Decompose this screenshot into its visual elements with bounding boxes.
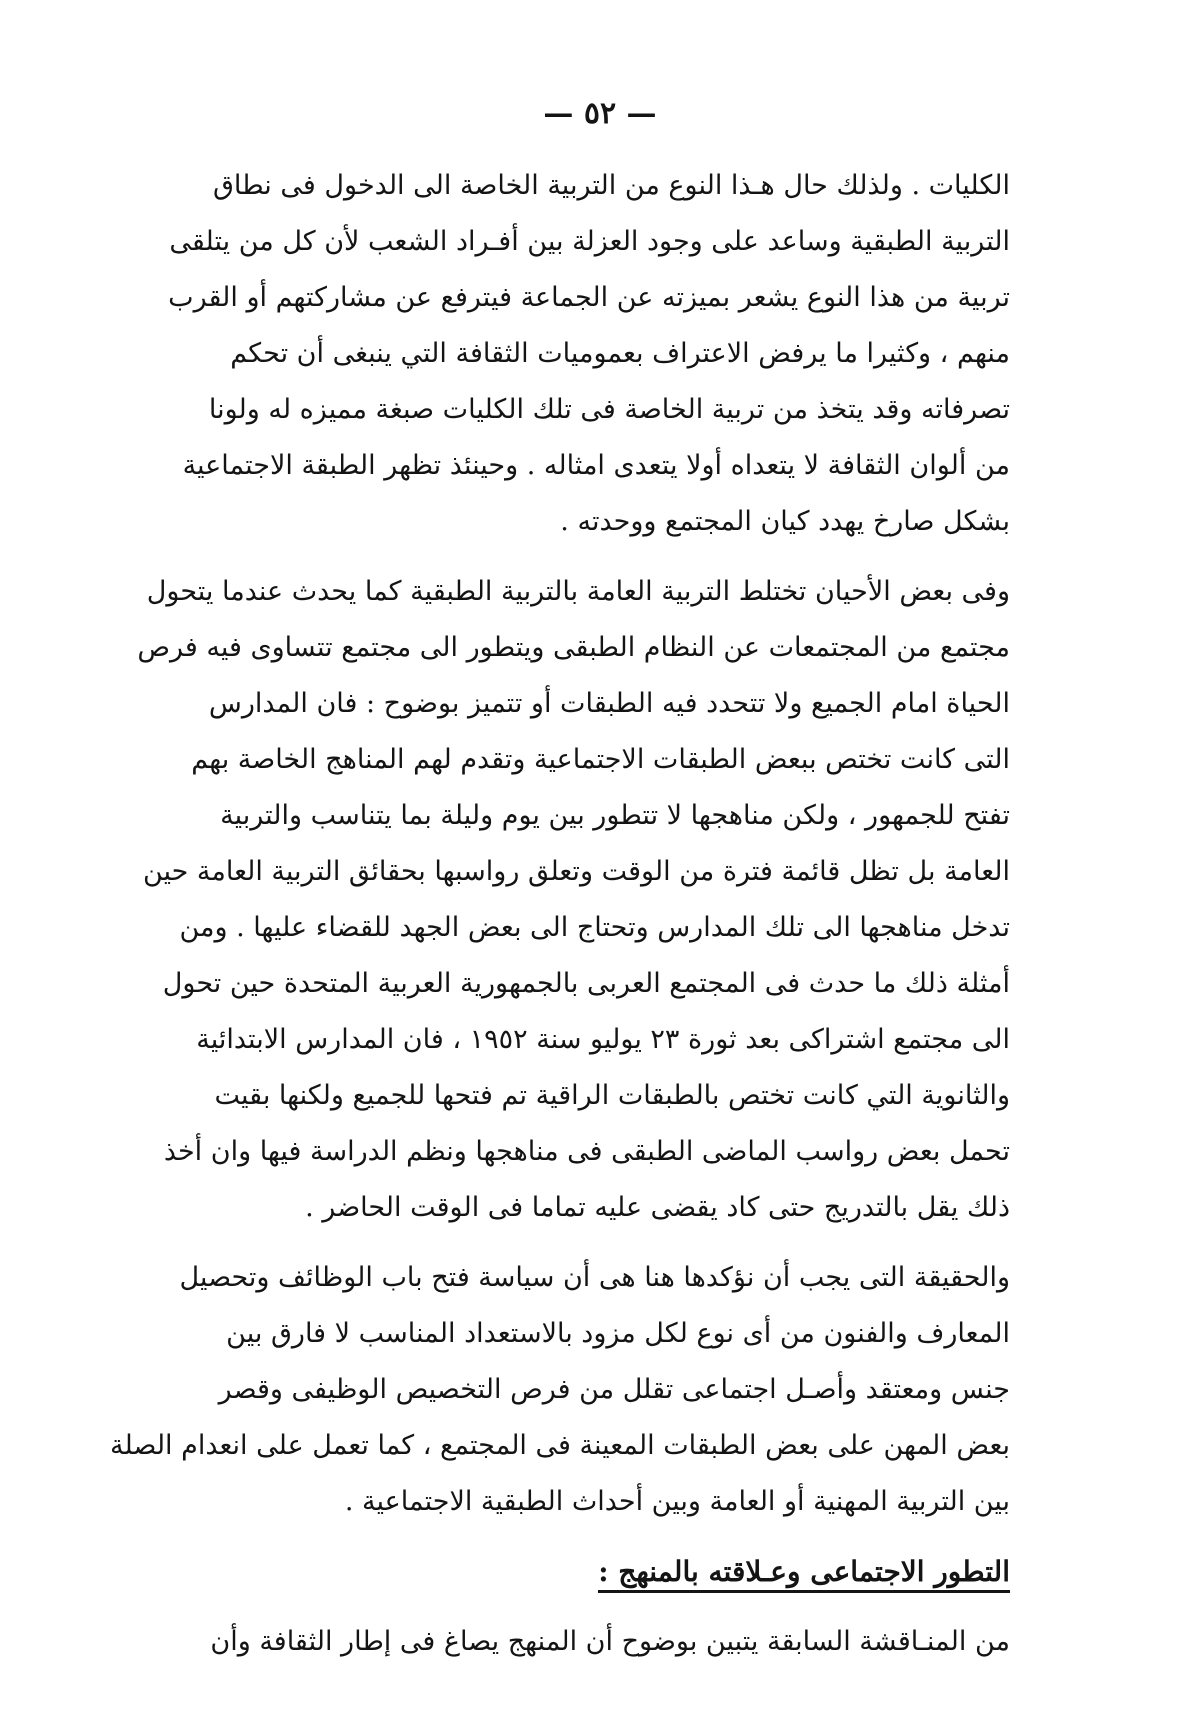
paragraph-3 (109, 1250, 1010, 1530)
text-line: والحقيقة التى يجب أن نؤكدها هنا هى أن سياسة فتح باب الوظائف وتحصيل (179, 1262, 1010, 1293)
text-line: العامة بل تظل قائمة فترة من الوقت وتعلق رواسبها بحقائق التربية العامة حين (142, 856, 1010, 887)
text-line: منهم ، وكثيرا ما يرفض الاعتراف بعموميات الثقافة التي ينبغى أن تحكم (230, 338, 1010, 369)
text-line: الحياة امام الجميع ولا تتحدد فيه الطبقات أو تتميز بوضوح : فان المدارس (208, 688, 1010, 719)
text-line: تدخل مناهجها الى تلك المدارس وتحتاج الى بعض الجهد للقضاء عليها . ومن (179, 912, 1010, 943)
page-number: — ٥٢ — (543, 96, 657, 131)
page-body (109, 158, 1010, 1684)
text-line: وفى بعض الأحيان تختلط التربية العامة بالتربية الطبقية كما يحدث عندما يتحول (146, 576, 1010, 607)
text-line: بعض المهن على بعض الطبقات المعينة فى المجتمع ، كما تعمل على انعدام الصلة (109, 1430, 1010, 1461)
paragraph-1 (168, 158, 1010, 550)
text-line: بين التربية المهنية أو العامة وبين أحداث الطبقية الاجتماعية . (344, 1486, 1010, 1517)
section-heading (200, 1544, 1010, 1600)
text-line: الكليات . ولذلك حال هـذا النوع من التربية الخاصة الى الدخول فى نطاق (212, 170, 1010, 201)
paragraph-2 (137, 564, 1010, 1236)
section-heading-text: التطور الاجتماعى وعـلاقته بالمنهج : (598, 1555, 1010, 1593)
text-line: تفتح للجمهور ، ولكن مناهجها لا تتطور بين يوم وليلة بما يتناسب والتربية (220, 800, 1010, 831)
text-line: المعارف والفنون من أى نوع لكل مزود بالاستعداد المناسب لا فارق بين (226, 1318, 1010, 1349)
text-line: من المنـاقشة السابقة يتبين بوضوح أن المنهج يصاغ فى إطار الثقافة وأن (210, 1626, 1010, 1657)
text-line: مجتمع من المجتمعات عن النظام الطبقى ويتطور الى مجتمع تتساوى فيه فرص (137, 632, 1010, 663)
text-line: الى مجتمع اشتراكى بعد ثورة ٢٣ يوليو سنة ١٩٥٢ ، فان المدارس الابتدائية (196, 1024, 1010, 1055)
text-line: تربية من هذا النوع يشعر بميزته عن الجماعة فيترفع عن مشاركتهم أو القرب (168, 282, 1010, 313)
text-line: تصرفاته وقد يتخذ من تربية الخاصة فى تلك الكليات صبغة مميزه له ولونا (208, 394, 1010, 425)
text-line: التربية الطبقية وساعد على وجود العزلة بين أفـراد الشعب لأن كل من يتلقى (169, 226, 1010, 257)
text-line: جنس ومعتقد وأصـل اجتماعى تقلل من فرص التخصيص الوظيفى وقصر (218, 1374, 1010, 1405)
text-line: بشكل صارخ يهدد كيان المجتمع ووحدته . (560, 506, 1010, 537)
text-line: التى كانت تختص ببعض الطبقات الاجتماعية وتقدم لهم المناهج الخاصة بهم (191, 744, 1010, 775)
paragraph-4 (200, 1614, 1010, 1670)
text-line: أمثلة ذلك ما حدث فى المجتمع العربى بالجمهورية العربية المتحدة حين تحول (162, 968, 1010, 999)
text-line: من ألوان الثقافة لا يتعداه أولا يتعدى امثاله . وحينئذ تظهر الطبقة الاجتماعية (182, 450, 1010, 481)
text-line: تحمل بعض رواسب الماضى الطبقى فى مناهجها ونظم الدراسة فيها وان أخذ (163, 1136, 1010, 1167)
text-line: والثانوية التي كانت تختص بالطبقات الراقية تم فتحها للجميع ولكنها بقيت (214, 1080, 1010, 1111)
text-line: ذلك يقل بالتدريج حتى كاد يقضى عليه تماما فى الوقت الحاضر . (305, 1192, 1010, 1223)
